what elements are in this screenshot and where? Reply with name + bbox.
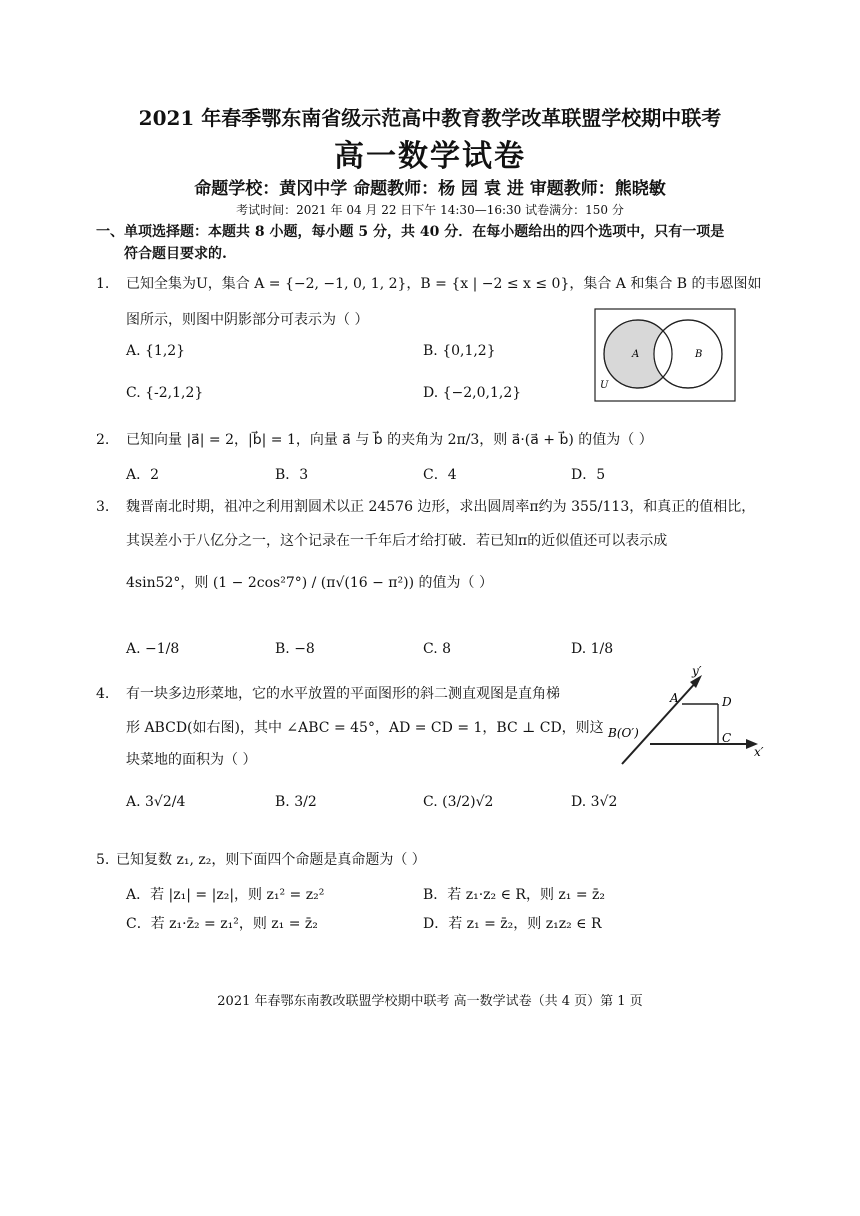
q4-number: 4. — [96, 686, 110, 702]
q4-option-a: A. 3√2/4 — [126, 794, 186, 810]
q3-stem-line3: 4sin52°，则 (1 − 2cos²7°) / (π√(16 − π²)) 的值为（ ） — [126, 575, 493, 591]
q5-option-a: A．若 |z₁| = |z₂|，则 z₁² = z₂² — [126, 887, 325, 903]
q1-option-a: A. {1,2} — [126, 343, 186, 359]
q2-number: 2. — [96, 432, 110, 448]
section-heading-line1: 一、单项选择题：本题共 8 小题，每小题 5 分，共 40 分．在每小题给出的四个选项中，只有一项是 — [96, 224, 725, 240]
q4-stem-line2: 形 ABCD(如右图)，其中 ∠ABC = 45°，AD = CD = 1，BC ⊥ CD，则这 — [126, 720, 604, 736]
label-d: D — [722, 695, 732, 709]
q3-stem-line1: 魏晋南北时期，祖冲之利用割圆术以正 24576 边形，求出圆周率π约为 355/113，和真正的值相比， — [126, 499, 756, 515]
q3-number: 3. — [96, 499, 110, 515]
q1-option-c: C. {-2,1,2} — [126, 385, 204, 401]
section-heading-line2: 符合题目要求的. — [124, 246, 227, 262]
q5-option-d: D．若 z₁ = z̄₂，则 z₁z₂ ∈ R — [423, 916, 602, 932]
q5-stem: 已知复数 z₁, z₂，则下面四个命题是真命题为（ ） — [116, 852, 426, 868]
q2-option-c: C．4 — [423, 467, 457, 483]
q4-option-c: C. (3/2)√2 — [423, 794, 494, 810]
venn-label-b: B — [695, 349, 703, 360]
exam-authors: 命题学校：黄冈中学 命题教师：杨 园 袁 进 审题教师：熊晓敏 — [194, 179, 666, 199]
q1-option-d: D. {−2,0,1,2} — [423, 385, 522, 401]
q1-number: 1. — [96, 276, 110, 292]
q4-stem-line1: 有一块多边形菜地，它的水平放置的平面图形的斜二测直观图是直角梯 — [126, 686, 560, 702]
q1-stem-line2: 图所示，则图中阴影部分可表示为（ ） — [126, 312, 369, 328]
q2-option-a: A．2 — [126, 467, 160, 483]
exam-header-line: 2021 年春季鄂东南省级示范高中教育教学改革联盟学校期中联考 — [138, 106, 722, 130]
label-b-origin: B(O′) — [608, 726, 639, 740]
label-c: C — [722, 731, 732, 745]
q2-stem: 已知向量 |a⃗| = 2，|b⃗| = 1，向量 a⃗ 与 b⃗ 的夹角为 2π/3，则 a⃗·(a⃗ + b⃗) 的值为（ ） — [126, 432, 653, 448]
q5-option-b: B．若 z₁·z₂ ∈ R，则 z₁ = z̄₂ — [423, 887, 606, 903]
q3-option-b: B. −8 — [275, 641, 315, 657]
q3-stem-line2: 其误差小于八亿分之一，这个记录在一千年后才给打破．若已知π的近似值还可以表示成 — [126, 533, 668, 549]
q2-option-d: D．5 — [571, 467, 606, 483]
q1-option-b: B. {0,1,2} — [423, 343, 496, 359]
exam-info: 考试时间：2021 年 04 月 22 日下午 14:30—16:30 试卷满分：150 分 — [236, 203, 624, 217]
page-footer: 2021 年春鄂东南教改联盟学校期中联考 高一数学试卷（共 4 页）第 1 页 — [217, 994, 643, 1009]
q3-option-a: A. −1/8 — [126, 641, 180, 657]
q1-stem-line1: 已知全集为U，集合 A = {−2, −1, 0, 1, 2}，B = {x | −2 ≤ x ≤ 0}，集合 A 和集合 B 的韦恩图如 — [126, 276, 762, 292]
venn-label-u: U — [600, 380, 609, 391]
label-x-prime: x′ — [754, 745, 764, 759]
section-heading — [96, 221, 756, 265]
exam-title: 高一数学试卷 — [334, 139, 526, 174]
q3-option-d: D. 1/8 — [571, 641, 614, 657]
q5-number: 5. — [96, 852, 110, 868]
label-y-prime: y′ — [692, 664, 702, 678]
q4-option-d: D. 3√2 — [571, 794, 618, 810]
q4-stem-line3: 块菜地的面积为（ ） — [126, 752, 257, 768]
y-axis-line — [622, 680, 698, 764]
venn-label-a: A — [632, 349, 640, 360]
q5-option-c: C．若 z₁·z̄₂ = z₁²，则 z₁ = z̄₂ — [126, 916, 318, 932]
venn-diagram — [594, 308, 736, 402]
label-a: A — [670, 691, 679, 705]
q4-option-b: B. 3/2 — [275, 794, 317, 810]
q3-option-c: C. 8 — [423, 641, 452, 657]
q2-option-b: B．3 — [275, 467, 309, 483]
trapezoid-figure — [606, 660, 772, 770]
